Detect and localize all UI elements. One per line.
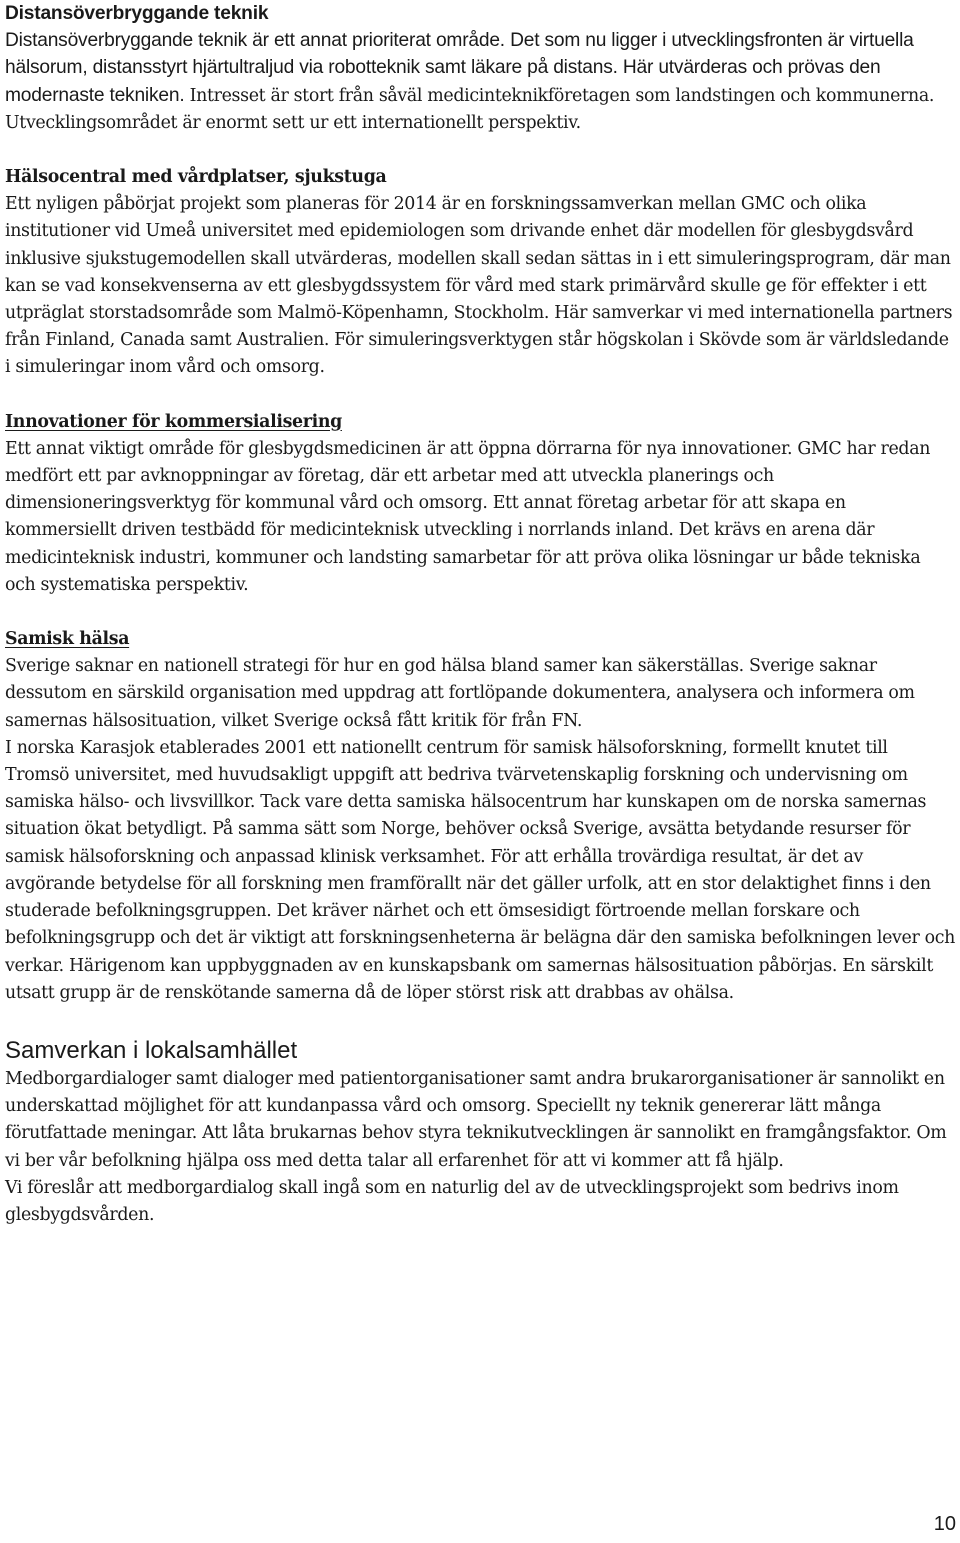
section-paragraph: Sverige saknar en nationell strategi för hur en god hälsa bland samer kan säkerställas. Sverige saknar dessutom en särskild organisation med uppdrag att fortlöpande dokumentera, analysera och informera om samernas hälsosituation, vilket Sverige också fått kritik för från FN. (5, 656, 915, 731)
paragraph-gap (5, 1007, 955, 1036)
section-paragraph: Ett annat viktigt område för glesbygdsmedicinen är att öppna dörrarna för nya innovationer. GMC har redan medfört ett par avknoppningar av företag, där ett arbetar med att utveckla planerings och dimensioneringsverktyg för kommunal vård och omsorg. Ett annat företag arbetar för att skapa en kommersiellt driven testbädd för medicinteknisk utveckling i norrlands inland. Det krävs en arena där medicinteknisk industri, kommuner och landsting samarbetar för att pröva olika lösningar ur både tekniska och systematiska perspektiv. (5, 438, 931, 595)
section-distance-technology (5, 0, 955, 137)
section-sami-health (5, 626, 955, 1007)
paragraph-gap (5, 599, 955, 626)
section-paragraph: Ett nyligen påbörjat projekt som planeras för 2014 är en forskningssamverkan mellan GMC och olika institutioner vid Umeå universitet med epidemiologen som drivande enhet där modellen för glesbygdsvård inklusive sjukstugemodellen skall utvärderas, modellen skall sedan sättas in i ett simuleringsprogram, där man kan se vad konsekvenserna av ett glesbygdssystem för vård med stark primärvård skulle ge för effekter i ett utpräglat storstadsområde som Malmö-Köpenhamn, Stockholm. Här samverkar vi med internationella partners från Finland, Canada samt Australien. För simuleringsverktygen står högskolan i Skövde som är världsledande i simuleringar inom vård och omsorg. (5, 194, 953, 378)
paragraph-gap (5, 137, 955, 164)
section-paragraph: Medborgardialoger samt dialoger med patientorganisationer samt andra brukarorganisationer är sannolikt en underskattad möjlighet för att kundanpassa vård och omsorg. Speciellt ny teknik genererar lätt många förutfattade meningar. Att låta brukarnas behov styra teknikutvecklingen är sannolikt en framgångsfaktor. Om vi ber vår befolkning hjälpa oss med detta talar all erfarenhet för att vi kommer att få hjälp. (5, 1068, 947, 1171)
section-heading: Samverkan i lokalsamhället (5, 1036, 298, 1064)
section-heading: Innovationer för kommersialisering (5, 411, 342, 432)
section-heading: Hälsocentral med vårdplatser, sjukstuga (5, 167, 387, 188)
paragraph-text-serif: Intresset är stort från såväl medicinteknikföretagen som landstingen och kommunerna. Utvecklingsområdet är enormt sett ur ett internationellt perspektiv. (5, 85, 935, 133)
section-heading: Samisk hälsa (5, 629, 130, 650)
section-heading: Distansöverbryggande teknik (5, 3, 269, 24)
paragraph-gap (5, 382, 955, 409)
section-local-community (5, 1036, 955, 1229)
section-paragraph: Vi föreslår att medborgardialog skall ingå som en naturlig del av de utvecklingsprojekt som bedrivs inom glesbygdsvården. (5, 1177, 899, 1225)
paragraph-text-sans: Distansöverbryggande teknik är ett annat prioriterat område. Det som nu ligger i utvecklingsfronten är virtuella hälsorum, distansstyrt hjärtultraljud via robotteknik samt läkare på distans. Här utvärderas och prövas den modernaste tekniken. (5, 30, 914, 106)
page-number: 10 (933, 1513, 956, 1535)
section-health-center (5, 164, 955, 382)
section-paragraph: I norska Karasjok etablerades 2001 ett nationellt centrum för samisk hälsoforskning, formellt knutet till Tromsö universitet, med huvudsakligt uppgift att bedriva tvärvetenskaplig forskning och undervisning om samiska hälso- och livsvillkor. Tack vare detta samiska hälsocentrum har kunskapen om de norska samernas situation ökat betydligt. På samma sätt som Norge, behöver också Sverige, avsätta betydande resurser för samisk hälsoforskning och anpassad klinisk verksamhet. För att erhålla trovärdiga resultat, är det av avgörande betydelse för all forskning men framförallt när det gäller urfolk, att en stor delaktighet finns i den studerade befolkningsgruppen. Det kräver närhet och ett ömsesidigt förtroende mellan forskare och befolkningsgrupp och det är viktigt att forskningsenheterna är belägna där den samiska befolkningen lever och verkar. Härigenom kan uppbyggnaden av en kunskapsbank om samernas hälsosituation påbörjas. En särskilt utsatt grupp är de renskötande samerna då de löper störst risk att drabbas av ohälsa. (5, 737, 955, 1003)
document-page (5, 0, 955, 1229)
section-paragraph (5, 27, 955, 137)
section-innovations (5, 409, 955, 599)
